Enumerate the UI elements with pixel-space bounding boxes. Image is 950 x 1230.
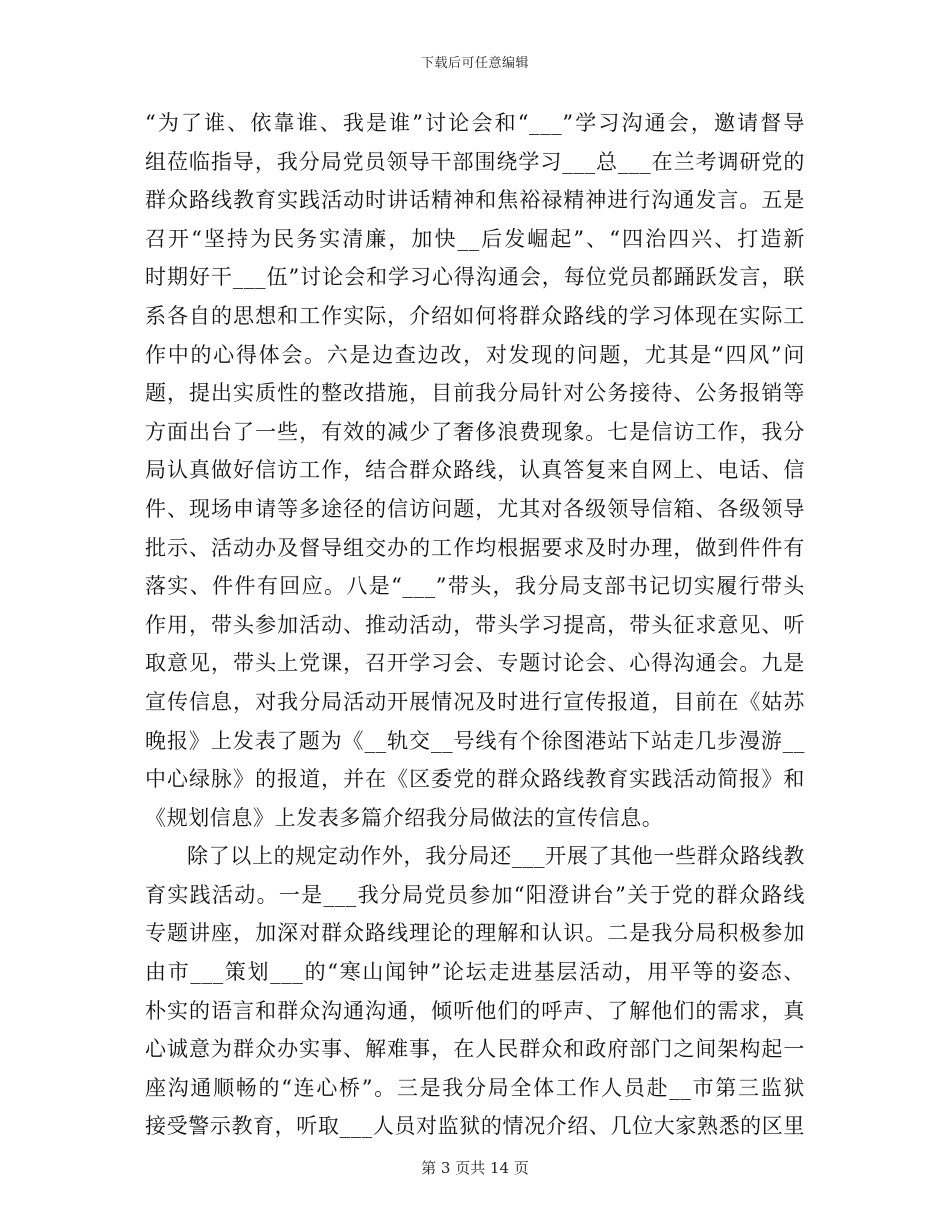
text-line: 《规划信息》上发表多篇介绍我分局做法的宣传信息。 bbox=[145, 805, 664, 830]
text-line: 群众路线教育实践活动时讲话精神和焦裕禄精神进行沟通发言。五是 bbox=[145, 188, 805, 213]
text-line: 中心绿脉》的报道，并在《区委党的群众路线教育实践活动简报》和 bbox=[145, 767, 805, 792]
text-line: 召开“坚持为民务实清廉，加快__后发崛起”、“四治四兴、打造新 bbox=[145, 226, 805, 251]
text-line: 件、现场申请等多途径的信访问题，尤其对各级领导信箱、各级领导 bbox=[145, 496, 805, 521]
text-line: 育实践活动。一是___我分局党员参加“阳澄讲台”关于党的群众路线 bbox=[145, 882, 805, 907]
text-line: 接受警示教育，听取___人员对监狱的情况介绍、几位大家熟悉的区里 bbox=[145, 1114, 805, 1139]
text-line: 方面出台了一些，有效的减少了奢侈浪费现象。七是信访工作，我分 bbox=[145, 419, 805, 444]
text-line: 取意见，带头上党课，召开学习会、专题讨论会、心得沟通会。九是 bbox=[145, 651, 805, 676]
text-line: 由市___策划___的“寒山闻钟”论坛走进基层活动，用平等的姿态、 bbox=[145, 960, 805, 985]
page-footer: 第 3 页共 14 页 bbox=[421, 1159, 529, 1177]
document-body bbox=[145, 104, 805, 1146]
text-line: 朴实的语言和群众沟通沟通，倾听他们的呼声、了解他们的需求，真 bbox=[145, 998, 805, 1023]
text-line: 组莅临指导，我分局党员领导干部围绕学习___总___在兰考调研党的 bbox=[145, 149, 805, 174]
text-line: 作中的心得体会。六是边查边改，对发现的问题，尤其是“四风”问 bbox=[145, 342, 805, 367]
text-line: 除了以上的规定动作外，我分局还___开展了其他一些群众路线教 bbox=[187, 844, 805, 869]
text-line: 宣传信息，对我分局活动开展情况及时进行宣传报道，目前在《姑苏 bbox=[145, 689, 805, 714]
text-line: 批示、活动办及督导组交办的工作均根据要求及时办理，做到件件有 bbox=[145, 535, 805, 560]
text-line: 心诚意为群众办实事、解难事，在人民群众和政府部门之间架构起一 bbox=[145, 1037, 805, 1062]
text-line: 作用，带头参加活动、推动活动，带头学习提高，带头征求意见、听 bbox=[145, 612, 805, 637]
text-line: 专题讲座，加深对群众路线理论的理解和认识。二是我分局积极参加 bbox=[145, 921, 805, 946]
paragraph-2 bbox=[145, 837, 805, 1146]
text-line: 晚报》上发表了题为《__轨交__号线有个徐图港站下站走几步漫游__ bbox=[145, 728, 805, 753]
text-line: 时期好干___伍”讨论会和学习心得沟通会，每位党员都踊跃发言，联 bbox=[145, 265, 805, 290]
text-line: 局认真做好信访工作，结合群众路线，认真答复来自网上、电话、信 bbox=[145, 458, 805, 483]
text-line: 题，提出实质性的整改措施，目前我分局针对公务接待、公务报销等 bbox=[145, 381, 805, 406]
paragraph-1 bbox=[145, 104, 805, 837]
text-line: 系各自的思想和工作实际，介绍如何将群众路线的学习体现在实际工 bbox=[145, 303, 805, 328]
text-line: “为了谁、依靠谁、我是谁”讨论会和“___”学习沟通会，邀请督导 bbox=[145, 111, 805, 135]
text-line: 落实、件件有回应。八是“___”带头，我分局支部书记切实履行带头 bbox=[145, 574, 805, 599]
text-line: 座沟通顺畅的“连心桥”。三是我分局全体工作人员赴__市第三监狱 bbox=[145, 1075, 805, 1100]
page-header: 下载后可任意编辑 bbox=[420, 56, 529, 71]
